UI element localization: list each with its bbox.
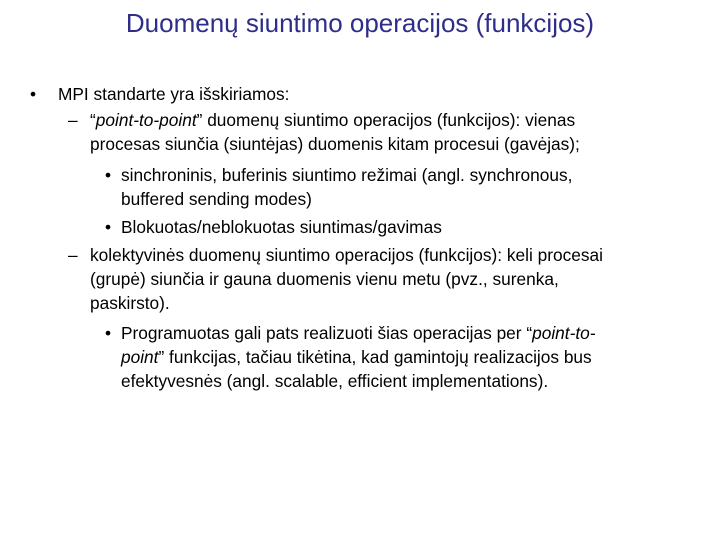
note-line-3: efektyvesnės (angl. scalable, efficient implementations).: [121, 371, 549, 391]
bullet-dash-icon: –: [68, 245, 78, 265]
slide-title: Duomenų siuntimo operacijos (funkcijos): [125, 8, 595, 38]
bullet-dot-icon: •: [105, 165, 112, 185]
p2p-line-2: procesas siunčia (siuntėjas) duomenis kitam procesui (gavėjas);: [90, 134, 580, 154]
collective-line-1: kolektyvinės duomenų siuntimo operacijos (funkcijos): keli procesai: [90, 245, 603, 265]
note-line-1: [121, 321, 681, 345]
bullet-mpi-intro: [30, 82, 698, 106]
bullet-dash-icon: –: [68, 110, 78, 130]
collective-line-2: (grupė) siunčia ir gauna duomenis vienu metu (pvz., surenka,: [90, 269, 559, 289]
bullet-collective: [68, 243, 690, 315]
note-line-2: [121, 345, 681, 369]
note-term-part-1: point-to-: [532, 323, 596, 343]
note-line-2-rest: ” funkcijas, tačiau tikėtina, kad gamintojų realizacijos bus: [158, 347, 592, 367]
bullet-dot-icon: •: [30, 84, 37, 104]
p2p-line-1-rest: ” duomenų siuntimo operacijos (funkcijos): vienas: [196, 110, 576, 130]
blocking-text: Blokuotas/neblokuotas siuntimas/gavimas: [121, 217, 442, 237]
bullet-point-to-point: [68, 108, 690, 156]
p2p-line-1: [90, 108, 690, 132]
modes-line-2: buffered sending modes): [121, 189, 312, 209]
bullet-collective-note: [105, 321, 681, 393]
note-term-part-2: point: [121, 347, 159, 367]
bullet-blocking: [105, 215, 681, 239]
mpi-intro-text: MPI standarte yra išskiriamos:: [58, 84, 290, 104]
bullet-sending-modes: [105, 163, 681, 211]
note-line-1-prefix: Programuotas gali pats realizuoti šias operacijas per “: [121, 323, 533, 343]
bullet-dot-icon: •: [105, 323, 112, 343]
bullet-dot-icon: •: [105, 217, 112, 237]
modes-line-1: sinchroninis, buferinis siuntimo režimai (angl. synchronous,: [121, 165, 573, 185]
collective-line-3: paskirsto).: [90, 293, 170, 313]
p2p-quote-open: “: [90, 110, 96, 130]
p2p-term: point-to-point: [95, 110, 197, 130]
